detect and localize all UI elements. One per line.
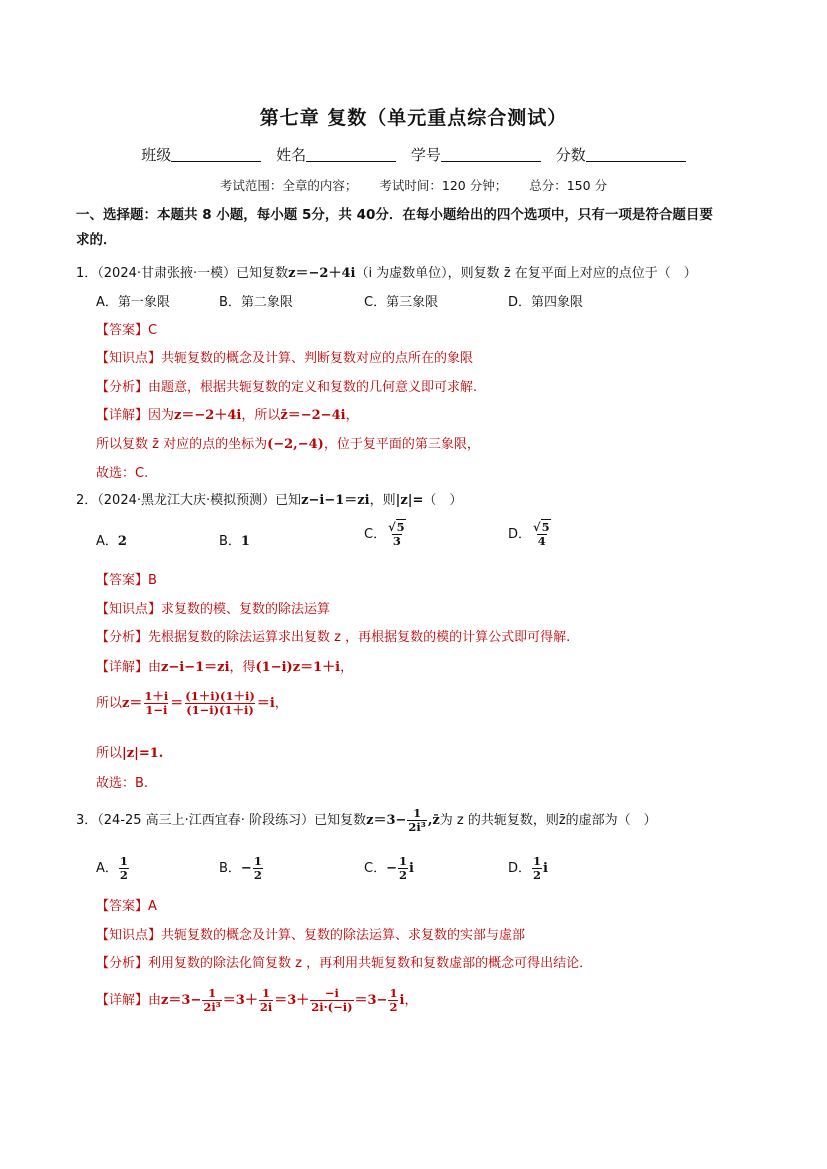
- detail-expr: z＝: [122, 696, 143, 711]
- fraction-numerator: 1: [208, 986, 217, 1000]
- question-2-mid: ，则: [369, 493, 396, 508]
- question-3-analysis: 【分析】利用复数的除法化简复数 z ，再利用共轭复数和复数虚部的概念可得出结论．: [96, 956, 593, 971]
- question-1-knowledge: 【知识点】共轭复数的概念及计算、判断复数对应的点所在的象限: [96, 351, 474, 366]
- detail-text: 由: [148, 993, 162, 1008]
- fraction-numerator: 1: [389, 986, 398, 1000]
- detail-tag: 【详解】: [96, 660, 149, 675]
- fraction-denominator: 2: [533, 868, 542, 882]
- question-1-prefix: 1．（2024·甘肃张掖·一模）已知复数: [76, 266, 289, 281]
- detail-fraction: [202, 987, 221, 1014]
- question-2-answer: 【答案】B: [96, 573, 157, 588]
- detail-expr: z̄＝−2−4i: [280, 408, 346, 423]
- question-2-stem: [76, 489, 462, 508]
- question-2-analysis: 【分析】先根据复数的除法运算求出复数 z ，再根据复数的模的计算公式即可得解.: [96, 630, 571, 645]
- question-2-option-d: [508, 521, 553, 548]
- fraction-numerator: 5: [541, 520, 550, 534]
- option-fraction: [532, 855, 542, 882]
- question-1-expr: z＝−2＋4i: [288, 266, 356, 281]
- detail-expr: ＝: [170, 696, 184, 711]
- fraction-denominator: (1−i)(1＋i): [186, 703, 254, 717]
- question-2-detail-2: [96, 690, 288, 717]
- exam-info: [0, 176, 827, 194]
- id-label: 学号: [410, 146, 441, 164]
- class-label: 班级: [141, 146, 172, 164]
- question-2-option-b: [219, 530, 250, 549]
- detail-tag: 【详解】: [96, 408, 149, 423]
- fraction-numerator: 1: [413, 806, 422, 820]
- section-line-1: 一、选择题：本题共 8 小题，每小题 5分，共 40分．在每小题给出的四个选项中，只有一项是符合题目要: [76, 207, 713, 223]
- question-3-expr: ,z̄: [427, 813, 440, 828]
- fraction-numerator: (1＋i)(1＋i): [185, 689, 255, 703]
- fraction-numerator: 1: [398, 854, 407, 868]
- detail-expr: ＝3−: [354, 993, 388, 1008]
- option-label: A．: [96, 534, 118, 549]
- question-3-option-a: [96, 855, 130, 882]
- question-3-detail: [96, 987, 417, 1014]
- option-label: D．: [508, 861, 532, 876]
- option-sign: −: [240, 861, 252, 876]
- question-1-detail: [96, 404, 359, 423]
- question-1-suffix: （i 为虚数单位），则复数 z̄ 在复平面上对应的点位于（ ）: [355, 266, 697, 281]
- option-value: 1: [240, 534, 250, 549]
- detail-text: ，: [274, 696, 288, 711]
- question-3-expr: z＝3−: [366, 813, 407, 828]
- question-2-expr2: |z|=: [395, 493, 424, 508]
- section-line-2: 求的．: [76, 232, 117, 248]
- option-imag: i: [409, 861, 414, 876]
- detail-expr: z＝3−: [161, 993, 202, 1008]
- id-blank[interactable]: [441, 147, 541, 162]
- fraction-denominator: 2i³: [408, 820, 426, 834]
- question-1-option-c: C．第三象限: [364, 295, 439, 310]
- fraction-denominator: 4: [537, 534, 546, 548]
- question-2-prefix: 2．（2024·黑龙江大庆·模拟预测）已知: [76, 493, 302, 508]
- option-label: A．: [96, 861, 118, 876]
- detail-text: ，: [345, 408, 359, 423]
- fraction-denominator: 2: [398, 868, 407, 882]
- detail-expr: (−2,−4): [267, 437, 324, 452]
- page-title: 第七章 复数（单元重点综合测试）: [259, 107, 568, 129]
- question-3-stem: [76, 807, 657, 834]
- option-label: B．: [219, 861, 241, 876]
- fraction-numerator: −i: [324, 986, 339, 1000]
- detail-text: 由: [148, 660, 162, 675]
- question-1-stem: [76, 262, 697, 281]
- detail-fraction: [184, 690, 256, 717]
- option-label: C．: [364, 861, 387, 876]
- name-label: 姓名: [276, 146, 307, 164]
- detail-expr: z＝−2＋4i: [174, 408, 242, 423]
- detail-text: 所以复数 z̄ 对应的点的坐标为: [96, 437, 268, 452]
- option-label: D．: [508, 527, 532, 542]
- exam-time: 考试时间：120 分钟；: [379, 178, 508, 193]
- score-label: 分数: [555, 146, 586, 164]
- fraction-denominator: 2i³: [203, 1000, 221, 1014]
- fraction-denominator: 2i·(−i): [311, 1000, 353, 1014]
- detail-fraction: [143, 690, 169, 717]
- fraction-numerator: 1: [533, 854, 542, 868]
- option-fraction: [398, 855, 408, 882]
- option-fraction: $\frac{√5}{4}$: [533, 520, 550, 548]
- detail-text: 所以: [96, 746, 123, 761]
- class-blank[interactable]: [171, 147, 261, 162]
- question-1-choose: 故选：C.: [96, 466, 149, 481]
- detail-expr: ＝i: [256, 696, 275, 711]
- name-blank[interactable]: [306, 147, 396, 162]
- question-2-expr: z−i−1＝zi: [301, 493, 370, 508]
- student-info-line: [0, 144, 827, 165]
- detail-text: 因为: [148, 408, 175, 423]
- question-3-option-c: [364, 855, 414, 882]
- option-imag: i: [543, 861, 548, 876]
- detail-text: ，得: [229, 660, 256, 675]
- fraction-numerator: 1＋i: [144, 689, 169, 703]
- question-3-answer: 【答案】A: [96, 899, 157, 914]
- fraction-denominator: 2i: [259, 1000, 273, 1014]
- fraction-denominator: 2: [253, 868, 262, 882]
- detail-expr: (1−i)z＝1＋i: [255, 660, 341, 675]
- question-3-suffix: 为 z 的共轭复数，则: [439, 813, 559, 828]
- exam-total: 总分：150 分: [529, 178, 608, 193]
- fraction-numerator: 5: [396, 520, 405, 534]
- option-label: B．: [219, 534, 241, 549]
- option-fraction: [119, 855, 129, 882]
- question-1-option-b: B．第二象限: [219, 295, 293, 310]
- detail-expr: i: [399, 993, 405, 1008]
- option-value: 2: [117, 534, 127, 549]
- option-sign: −: [386, 861, 397, 876]
- detail-expr: z−i−1＝zi: [161, 660, 230, 675]
- question-3-option-d: [508, 855, 548, 882]
- option-label: C．: [364, 527, 387, 542]
- question-2-knowledge: 【知识点】求复数的模、复数的除法运算: [96, 602, 331, 617]
- detail-text: ，: [340, 660, 354, 675]
- fraction-denominator: 3: [392, 534, 401, 548]
- fraction-numerator: 1: [119, 854, 128, 868]
- detail-text: ，位于复平面的第三象限，: [323, 437, 480, 452]
- question-3-fraction: [407, 807, 426, 834]
- question-2-option-a: [96, 530, 127, 549]
- fraction-denominator: 1−i: [145, 703, 168, 717]
- question-3-knowledge: 【知识点】共轭复数的概念及计算、复数的除法运算、求复数的实部与虚部: [96, 928, 526, 943]
- detail-expr: ＝3＋: [274, 993, 310, 1008]
- question-2-option-c: [364, 521, 408, 548]
- question-1-option-d: D．第四象限: [508, 295, 584, 310]
- fraction-numerator: 1: [262, 986, 271, 1000]
- question-2-detail: [96, 656, 353, 675]
- score-blank[interactable]: [586, 147, 686, 162]
- option-fraction: [253, 855, 263, 882]
- question-2-suffix: （ ）: [423, 493, 463, 508]
- detail-text: ，: [404, 993, 418, 1008]
- detail-text: ，所以: [241, 408, 281, 423]
- detail-fraction: [310, 987, 353, 1014]
- question-2-choose: 故选：B.: [96, 776, 149, 791]
- question-1-analysis: 【分析】由题意，根据共轭复数的定义和复数的几何意义即可求解.: [96, 380, 478, 395]
- detail-expr: |z|=1.: [122, 746, 164, 761]
- question-1-option-a: A．第一象限: [96, 295, 170, 310]
- question-3-prefix: 3．（24-25 高三上·江西宜春· 阶段练习）已知复数: [76, 813, 367, 828]
- detail-tag: 【详解】: [96, 993, 149, 1008]
- detail-expr: ＝3＋: [222, 993, 258, 1008]
- question-3-suffix: 的虚部为（ ）: [565, 813, 657, 828]
- exam-range: 考试范围：全章的内容；: [219, 178, 358, 193]
- question-1-detail-2: [96, 433, 480, 452]
- fraction-numerator: 1: [253, 854, 262, 868]
- option-fraction: $\frac{√5}{3}$: [388, 520, 405, 548]
- question-3-suffix: z̄: [558, 813, 566, 828]
- fraction-denominator: 2: [389, 1000, 398, 1014]
- fraction-denominator: 2: [119, 868, 128, 882]
- detail-text: 所以: [96, 696, 123, 711]
- detail-fraction: [259, 987, 273, 1014]
- section-heading: [76, 203, 766, 253]
- question-1-answer: 【答案】C: [96, 323, 158, 338]
- question-3-option-b: [219, 855, 264, 882]
- question-2-detail-3: [96, 742, 163, 761]
- detail-fraction: [388, 987, 398, 1014]
